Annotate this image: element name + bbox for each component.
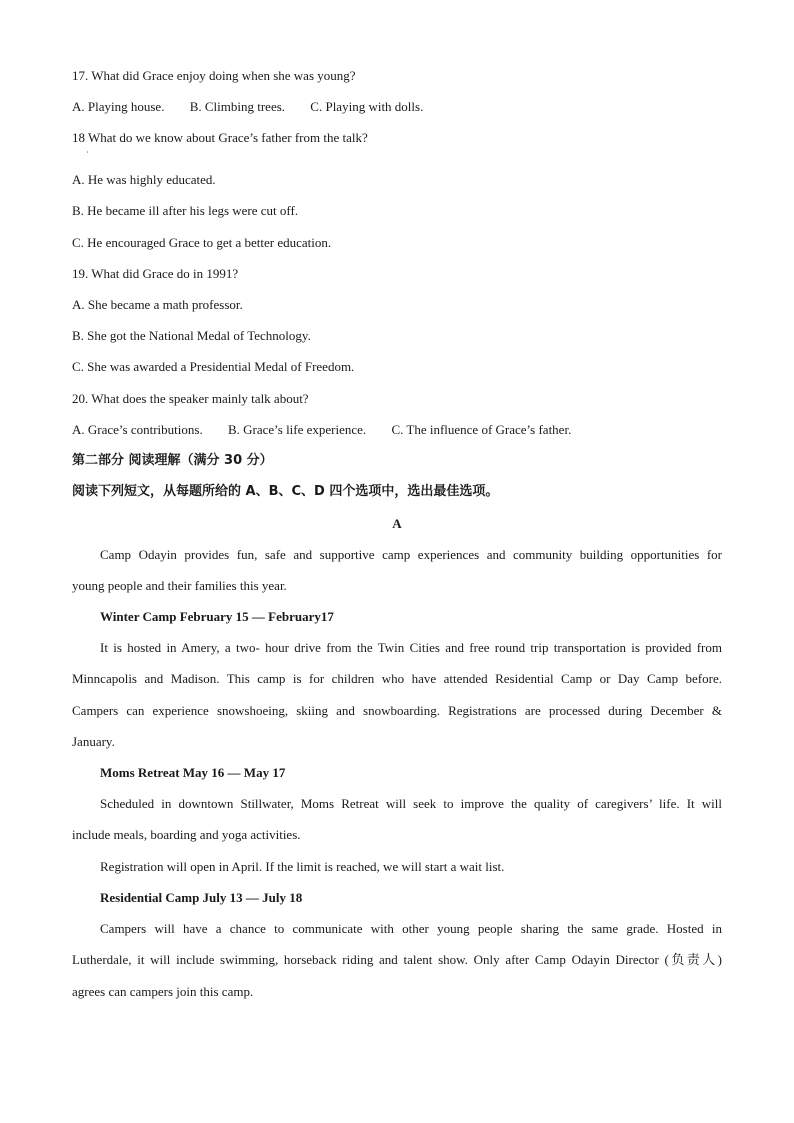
question-17-options <box>72 99 423 115</box>
question-19-stem: 19. What did Grace do in 1991? <box>72 266 239 281</box>
question-17-stem: 17. What did Grace enjoy doing when she was young? <box>72 68 356 83</box>
winter-line-2: Minncapolis and Madison. This camp is for children who have attended Residential Camp or Day Camp before. <box>72 671 722 686</box>
question-18-option-b: B. He became ill after his legs were cut off. <box>72 203 299 218</box>
question-20-option-c: C. The influence of Grace’s father. <box>391 422 572 437</box>
moms-line-3: Registration will open in April. If the limit is reached, we will start a wait list. <box>100 859 505 874</box>
section-title: 第二部分 阅读理解（满分 30 分） <box>72 453 273 468</box>
residential-line-3: agrees can campers join this camp. <box>72 984 254 999</box>
moms-retreat-heading: Moms Retreat May 16 — May 17 <box>100 765 286 780</box>
question-19-option-a: A. She became a math professor. <box>72 297 243 312</box>
question-19-option-c: C. She was awarded a Presidential Medal of Freedom. <box>72 359 355 374</box>
question-19-option-b: B. She got the National Medal of Technology. <box>72 328 311 343</box>
passage-label: A <box>392 516 402 531</box>
winter-camp-heading: Winter Camp February 15 — February17 <box>100 609 334 624</box>
question-20-stem: 20. What does the speaker mainly talk about? <box>72 391 309 406</box>
intro-line-1: Camp Odayin provides fun, safe and supportive camp experiences and community building opportunities for <box>100 547 722 562</box>
residential-line-1: Campers will have a chance to communicate with other young people sharing the same grade. Hosted in <box>100 921 722 936</box>
question-18-option-a: A. He was highly educated. <box>72 172 216 187</box>
residential-line-2: Lutherdale, it will include swimming, horseback riding and talent show. Only after Camp Odayin Director (负责人) <box>72 952 722 967</box>
question-17-option-c: C. Playing with dolls. <box>310 99 424 114</box>
residential-camp-heading: Residential Camp July 13 — July 18 <box>100 890 303 905</box>
intro-line-2: young people and their families this year. <box>72 578 287 593</box>
question-20-option-a: A. Grace’s contributions. <box>72 422 203 437</box>
winter-line-3: Campers can experience snowshoeing, skiing and snowboarding. Registrations are processed during December & <box>72 703 722 718</box>
question-18-stem: 18 What do we know about Grace’s father from the talk? <box>72 130 368 145</box>
section-instruction: 阅读下列短文，从每题所给的 A、B、C、D 四个选项中，选出最佳选项。 <box>72 484 499 499</box>
winter-line-1: It is hosted in Amery, a two- hour drive from the Twin Cities and free round trip transportation is provided from <box>100 640 722 655</box>
moms-line-2: include meals, boarding and yoga activities. <box>72 827 301 842</box>
question-17-option-a: A. Playing house. <box>72 99 165 114</box>
stray-dot: · <box>86 148 89 157</box>
question-20-options <box>72 422 571 438</box>
moms-line-1: Scheduled in downtown Stillwater, Moms Retreat will seek to improve the quality of caregivers’ life. It will <box>100 796 722 811</box>
question-20-option-b: B. Grace’s life experience. <box>227 422 367 437</box>
question-17-option-b: B. Climbing trees. <box>189 99 286 114</box>
question-18-option-c: C. He encouraged Grace to get a better education. <box>72 235 332 250</box>
winter-line-4: January. <box>72 734 115 749</box>
